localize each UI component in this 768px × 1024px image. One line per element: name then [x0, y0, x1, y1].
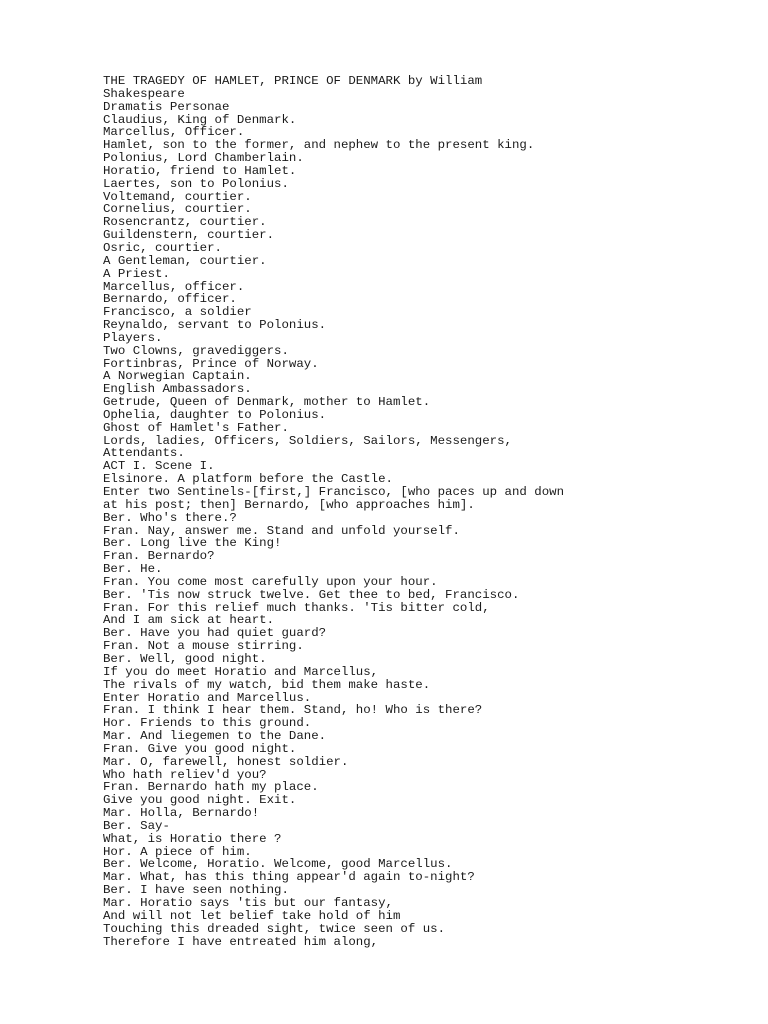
text-line: Getrude, Queen of Denmark, mother to Hamlet. — [103, 395, 431, 410]
text-line: What, is Horatio there ? — [103, 831, 282, 846]
text-line: Lords, ladies, Officers, Soldiers, Sailors, Messengers, — [103, 433, 512, 448]
text-line: THE TRAGEDY OF HAMLET, PRINCE OF DENMARK by William — [103, 74, 483, 88]
text-line: Shakespeare — [103, 86, 185, 101]
text-line: Francisco, a soldier — [103, 305, 252, 320]
text-line: Fran. Bernardo? — [103, 549, 215, 564]
text-line: Bernardo, officer. — [103, 292, 237, 307]
text-line: Give you good night. Exit. — [103, 793, 297, 808]
text-line: ACT I. Scene I. — [103, 459, 215, 474]
text-line: Mar. O, farewell, honest soldier. — [103, 754, 349, 769]
text-line: Hor. A piece of him. — [103, 844, 252, 859]
text-line: Marcellus, Officer. — [103, 125, 245, 140]
text-line: Fran. Not a mouse stirring. — [103, 639, 304, 654]
text-line: And will not let belief take hold of him — [103, 908, 401, 923]
text-line: Ber. Long live the King! — [103, 536, 282, 551]
text-line: Therefore I have entreated him along, — [103, 934, 379, 949]
text-line: Horatio, friend to Hamlet. — [103, 163, 297, 178]
text-line: Laertes, son to Polonius. — [103, 176, 289, 191]
text-line: Ophelia, daughter to Polonius. — [103, 407, 327, 422]
text-line: Fran. Nay, answer me. Stand and unfold yourself. — [103, 523, 460, 538]
text-line: A Gentleman, courtier. — [103, 253, 267, 268]
text-line: Touching this dreaded sight, twice seen of us. — [103, 921, 446, 936]
text-line: Ber. 'Tis now struck twelve. Get thee to bed, Francisco. — [103, 587, 520, 602]
text-line: A Norwegian Captain. — [103, 369, 252, 384]
text-line: Enter two Sentinels-[first,] Francisco, [who paces up and down — [103, 485, 565, 499]
text-line: Ber. Who's there.? — [103, 510, 237, 525]
text-line: Fran. Bernardo hath my place. — [103, 780, 319, 795]
text-line: Fran. Give you good night. — [103, 741, 297, 756]
text-line: Mar. And liegemen to the Dane. — [103, 729, 327, 744]
text-line: Hor. Friends to this ground. — [103, 716, 312, 731]
text-line: at his post; then] Bernardo, [who approaches him]. — [103, 497, 475, 512]
text-line: Voltemand, courtier. — [103, 189, 252, 204]
text-line: A Priest. — [103, 266, 170, 281]
text-line: Fran. For this relief much thanks. 'Tis bitter cold, — [103, 600, 490, 615]
play-text-body — [103, 75, 673, 948]
text-line: English Ambassadors. — [103, 382, 252, 397]
text-line: Reynaldo, servant to Polonius. — [103, 318, 327, 333]
text-line: Polonius, Lord Chamberlain. — [103, 151, 304, 166]
text-line: Who hath reliev'd you? — [103, 767, 267, 782]
text-line: If you do meet Horatio and Marcellus, — [103, 664, 379, 679]
text-line: Hamlet, son to the former, and nephew to the present king. — [103, 138, 535, 153]
text-line: Claudius, King of Denmark. — [103, 112, 297, 127]
text-line: Mar. What, has this thing appear'd again to-night? — [103, 870, 475, 885]
text-line: Two Clowns, gravediggers. — [103, 343, 289, 358]
text-line: The rivals of my watch, bid them make haste. — [103, 677, 431, 692]
text-line: Ber. He. — [103, 562, 163, 577]
text-line: Osric, courtier. — [103, 240, 222, 255]
text-line: Rosencrantz, courtier. — [103, 215, 267, 230]
text-line: Players. — [103, 330, 163, 345]
text-line: Dramatis Personae — [103, 99, 230, 114]
text-line: Mar. Holla, Bernardo! — [103, 806, 260, 821]
text-line: Ghost of Hamlet's Father. — [103, 420, 289, 435]
text-line: Elsinore. A platform before the Castle. — [103, 472, 393, 487]
text-line: Enter Horatio and Marcellus. — [103, 690, 312, 705]
text-line: Cornelius, courtier. — [103, 202, 252, 217]
text-line: Fran. I think I hear them. Stand, ho! Who is there? — [103, 703, 483, 718]
text-line: Attendants. — [103, 446, 185, 461]
text-line: And I am sick at heart. — [103, 613, 275, 628]
text-line: Fortinbras, Prince of Norway. — [103, 356, 319, 371]
text-line: Fran. You come most carefully upon your hour. — [103, 574, 438, 589]
text-line: Ber. Have you had quiet guard? — [103, 626, 327, 641]
text-line: Ber. Well, good night. — [103, 651, 267, 666]
text-line: Guildenstern, courtier. — [103, 228, 275, 243]
text-line: Marcellus, officer. — [103, 279, 245, 294]
text-line: Ber. I have seen nothing. — [103, 883, 289, 898]
text-line: Ber. Say- — [103, 818, 170, 833]
text-line: Ber. Welcome, Horatio. Welcome, good Marcellus. — [103, 857, 453, 872]
text-line: Mar. Horatio says 'tis but our fantasy, — [103, 896, 393, 910]
